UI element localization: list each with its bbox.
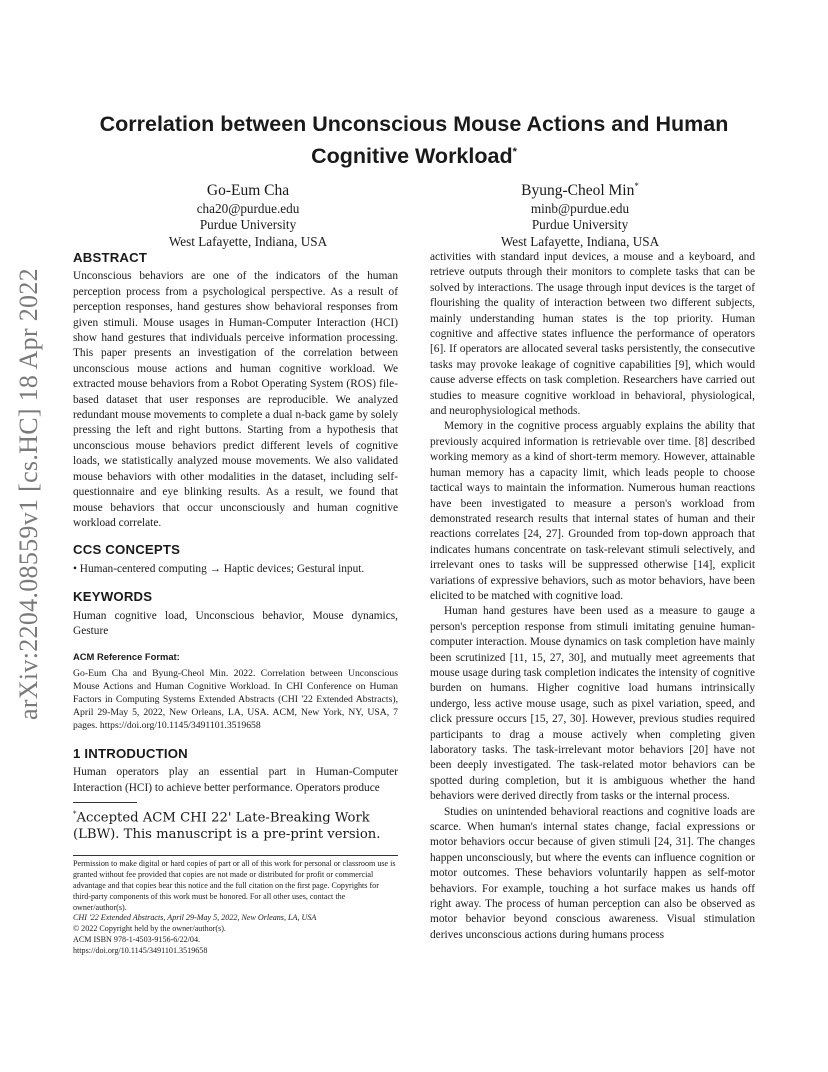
author-block-1 bbox=[98, 176, 398, 250]
author-affiliation: Purdue University bbox=[199, 217, 297, 233]
abstract-text: Unconscious behaviors are one of the indicators of the human perception process from a psychological perspective. As a result of perception responses, hand gestures show behavioral responses from given stimuli. Mouse usages in Human-Computer Interaction (HCI) show hand gestures that individuals perceive information processing. This paper presents an investigation of the correlation between unconscious mouse actions and human cognitive workload. We extracted mouse behaviors from a Robot Operating System (ROS) file-based dataset that user responses are reproducible. We analyzed redundant mouse movements to complete a dual n-back game by solely pressing the left and right buttons. Starting from a hypothesis that unconscious mouse behaviors predict different levels of cognitive loads, we statistically analyzed mouse movements. We also validated mouse behaviors with other modalities in the dataset, including self-questionnaire and eye blinking results. As a result, we found that mouse behaviors that occur unconsciously and human cognitive workload correlate. bbox=[73, 270, 398, 529]
author-location: West Lafayette, Indiana, USA bbox=[168, 233, 328, 249]
footnote: *Accepted ACM CHI 22' Late-Breaking Work (LBW). This manuscript is a pre-print version. bbox=[73, 809, 381, 843]
permission-text: Permission to make digital or hard copies of part or all of this work for personal or classroom use is granted without fee provided that copies are not made or distributed for profit or commercial advantage and that copies bear this notice and the full citation on the first page. Copyrights for third-party components of this work must be honored. For all other uses, contact the owner/author(s). bbox=[73, 859, 396, 912]
ccs-heading: CCS CONCEPTS bbox=[73, 542, 181, 558]
doi-link[interactable]: https://doi.org/10.1145/3491101.3519658 bbox=[73, 945, 208, 955]
body-paragraph: activities with standard input devices, a mouse and a keyboard, and retrieve outputs through their monitors to complete tasks that can be solved by interactions. The usage through input devices is the target of flourishing the quality of interaction between two different subjects, mainly understanding human states is the top priority. Human cognitive and affective states influence the performance of operators [6]. If operators are allocated several tasks persistently, the consecutive tasks may provoke leakage of cognitive capabilities [9], which would cause adverse effects on task completion. Researchers have carried out studies to measure cognitive workload in behavioral, physiological, and neurophysiological methods. bbox=[430, 251, 755, 418]
author-affiliation: Purdue University bbox=[531, 217, 629, 233]
permission-rule bbox=[73, 855, 398, 856]
permission-block bbox=[73, 859, 398, 956]
title-footnote-mark: * bbox=[512, 146, 517, 158]
introduction-text: Human operators play an essential part in Human-Computer Interaction (HCI) to achieve better performance. Operators produce bbox=[73, 766, 398, 794]
ccs-text: • Human-centered computing → Haptic devices; Gestural input. bbox=[73, 562, 365, 575]
introduction-heading: 1 INTRODUCTION bbox=[73, 745, 188, 761]
body-paragraph: Memory in the cognitive process arguably explains the ability that previously acquired information is retrievable over time. [8] described working memory as a kind of short-term memory. However, attainable human memory has a capacity limit, which leads people to choose tactical ways to maintain the information. Numerous human reactions have been investigated to measure a person's workload from demonstrated research results that internal states of human and their reactions correlates [24, 27]. Grounded from top-down approach that indicates humans concentrate on task-relevant stimuli selectively, and irrelevant ones to tasks will be suppressed otherwise [14], explicit variations of expressive behaviors, such as motor behaviors, have been elicited to be matched with cognitive load. bbox=[430, 420, 755, 602]
keywords-heading: KEYWORDS bbox=[73, 589, 153, 605]
acm-reference-heading: ACM Reference Format: bbox=[73, 651, 180, 663]
author-name: Go-Eum Cha bbox=[206, 182, 290, 200]
author-email: minb@purdue.edu bbox=[530, 201, 630, 217]
venue-line: CHI '22 Extended Abstracts, April 29-May 5, 2022, New Orleans, LA, USA bbox=[73, 913, 317, 923]
left-column bbox=[73, 250, 398, 957]
arxiv-watermark: arXiv:2204.08559v1 [cs.HC] 18 Apr 2022 bbox=[14, 268, 43, 720]
body-paragraph: Studies on unintended behavioral reactions and cognitive loads are scarce. When human's internal states change, facial expressions or motor behaviors occur because of given stimuli [24, 31]. The changes happen unconsciously, but where the events can influence cognition or motor outcomes. These behaviors voluntarily happen as self-motor behaviors. For example, touching a hot surface makes us hands off right away. The process of human perception can also be observed as motor behavior beyond conscious awareness. Visual stimulation derives unconscious actions during humans process bbox=[430, 805, 755, 941]
title-text: Correlation between Unconscious Mouse Actions and Human Cognitive Workload bbox=[99, 112, 729, 169]
footnote-rule bbox=[73, 802, 137, 803]
copyright-line: © 2022 Copyright held by the owner/author(s). bbox=[73, 924, 226, 934]
author-email: cha20@purdue.edu bbox=[196, 201, 300, 217]
acm-reference-text: Go-Eum Cha and Byung-Cheol Min. 2022. Correlation between Unconscious Mouse Actions and Human Cognitive Workload. In CHI Conference on Human Factors in Computing Systems Extended Abstracts (CHI '22 Extended Abstracts), April 29-May 5, 2022, New Orleans, LA, USA. ACM, New York, NY, USA, 7 pages. https://doi.org/10.1145/3491101.3519658 bbox=[73, 667, 398, 731]
paper-title bbox=[60, 110, 768, 170]
isbn-line: ACM ISBN 978-1-4503-9156-6/22/04. bbox=[73, 934, 201, 944]
keywords-text: Human cognitive load, Unconscious behavior, Mouse dynamics, Gesture bbox=[73, 609, 398, 637]
abstract-heading: ABSTRACT bbox=[73, 250, 148, 265]
body-paragraph: Human hand gestures have been used as a measure to gauge a person's perception response from stimuli imitating genuine human-computer interaction. Mouse dynamics on task completion have mainly been scrutinized [11, 15, 27, 30], and mutually meet agreements that mouse usage during task completion indicates the intensity of cognitive burden on humans. Higher cognitive load humans intrinsically undergo, less active mouse usage, such as pixel variation, speed, and click pressure occurs [15, 27, 30]. However, previous studies required participants to drag a mouse actively when completing given laboratory tasks. The task-irrelevant motor behaviors [20] have not been deeply investigated. The task-related motor behaviors can be spotted during completion, but it is ambiguous whether the hand behaviors were derived directly from tasks or the internal process. bbox=[430, 605, 755, 803]
author-block-2 bbox=[430, 176, 730, 250]
right-column bbox=[430, 250, 755, 943]
footnote-mark: * bbox=[73, 809, 77, 818]
author-name: Byung-Cheol Min* bbox=[521, 181, 639, 200]
author-location: West Lafayette, Indiana, USA bbox=[500, 233, 660, 249]
